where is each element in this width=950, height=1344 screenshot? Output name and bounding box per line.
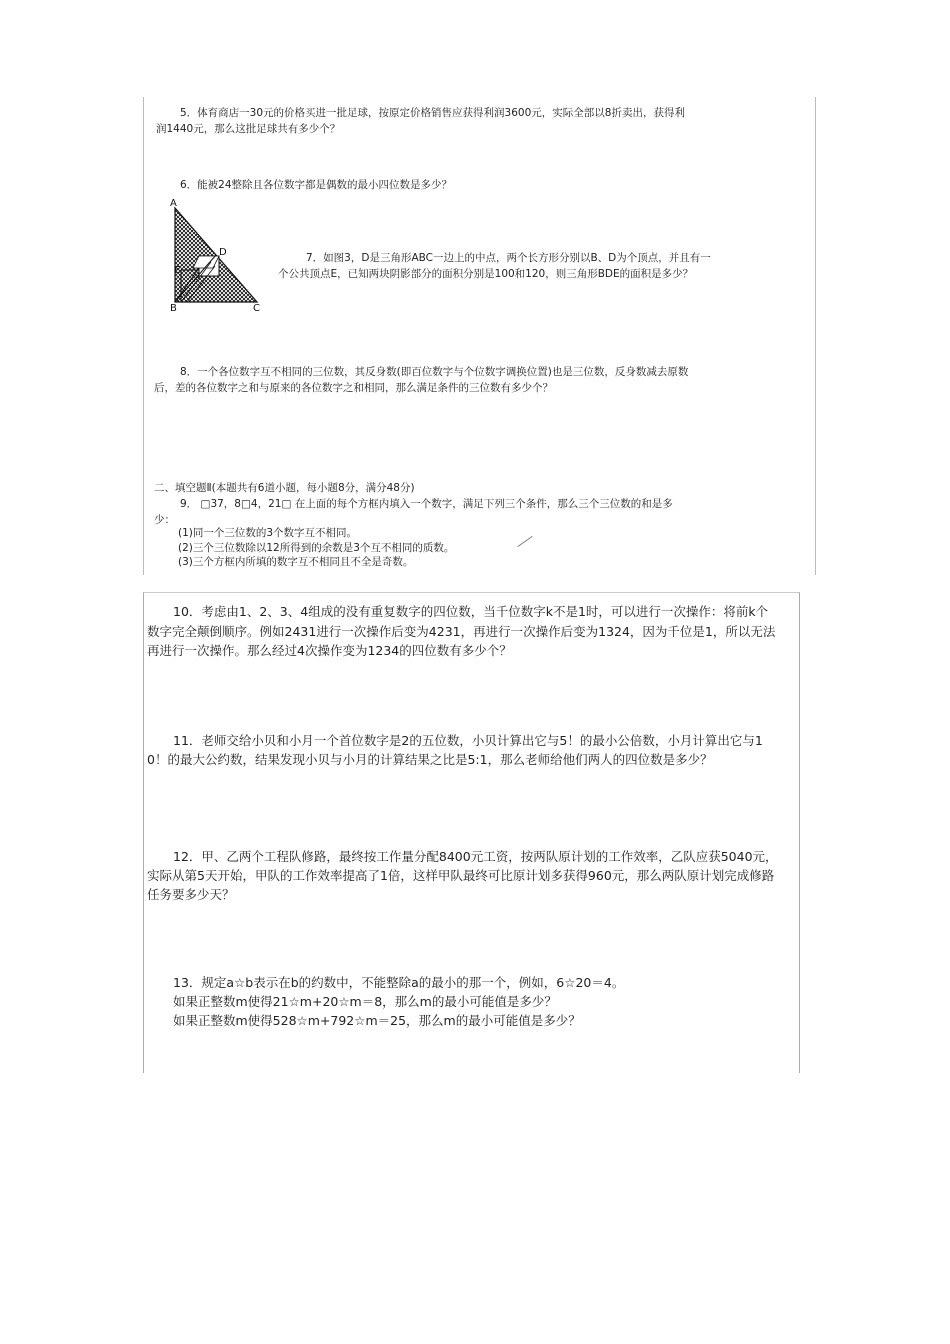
question-9-condition-2: (2)三个三位数除以12所得到的余数是3个互不相同的质数。 — [178, 542, 455, 554]
question-8-line-1: 8．一个各位数字互不相同的三位数，其反身数(即百位数字与个位数字调换位置)也是三位数，反身数减去原数 — [180, 366, 689, 378]
question-8-line-2: 后，差的各位数字之和与原来的各位数字之和相同，那么满足条件的三位数有多少个？ — [154, 382, 553, 394]
question-12-line-1: 12．甲、乙两个工程队修路，最终按工作量分配8400元工资，按两队原计划的工作效率，乙队应获5040元， — [173, 849, 778, 864]
question-7-line-2: 个公共顶点E，已知两块阴影部分的面积分别是100和120，则三角形BDE的面积是多少？ — [278, 268, 694, 280]
question-9-line-2: 少： — [154, 514, 175, 526]
vertex-label-c: C — [253, 303, 260, 314]
triangle-figure — [163, 198, 273, 316]
question-5-line-2: 润1440元，那么这批足球共有多少个？ — [156, 123, 341, 135]
question-12-line-2: 实际从第5天开始，甲队的工作效率提高了1倍，这样甲队最终可比原计划多获得960元，那么两队原计划完成修路 — [147, 868, 775, 883]
question-13-line-2: 如果正整数m使得21☆m+20☆m＝8，那么m的最小可能值是多少？ — [173, 994, 557, 1009]
vertex-label-a: A — [170, 198, 177, 209]
question-11-line-1: 11．老师交给小贝和小月一个首位数字是2的五位数，小贝计算出它与5！的最小公倍数，小月计算出它与1 — [173, 733, 763, 748]
question-13-line-3: 如果正整数m使得528☆m+792☆m＝25，那么m的最小可能值是多少？ — [173, 1013, 581, 1028]
question-5-line-1: 5．体育商店一30元的价格买进一批足球，按原定价格销售应获得利润3600元，实际全部以8折卖出，获得利 — [180, 107, 685, 119]
section-2-heading: 二、填空题Ⅱ(本题共有6道小题，每小题8分，满分48分) — [154, 482, 415, 494]
question-11-line-2: 0！的最大公约数，结果发现小贝与小月的计算结果之比是5:1，那么老师给他们两人的四位数是多少？ — [147, 752, 713, 767]
question-7-line-1: 7．如图3，D是三角形ABC一边上的中点，两个长方形分别以B、D为个顶点，并且有一 — [306, 252, 711, 264]
question-9-condition-3: (3)三个方框内所填的数字互不相同且不全是奇数。 — [178, 556, 414, 568]
question-10-line-1: 10．考虑由1、2、3、4组成的没有重复数字的四位数，当千位数字k不是1时，可以进行一次操作：将前k个 — [173, 604, 769, 619]
vertex-label-b: B — [170, 303, 177, 314]
question-9-line-1: 9． □37，8□4，21□ 在上面的每个方框内填入一个数字，满足下列三个条件，那么三个三位数的和是多 — [180, 498, 673, 510]
vertex-label-e: E — [174, 265, 181, 276]
question-12-line-3: 任务要多少天？ — [147, 887, 235, 902]
question-6: 6．能被24整除且各位数字都是偶数的最小四位数是多少？ — [180, 179, 453, 191]
question-10-line-3: 再进行一次操作。那么经过4次操作变为1234的四位数有多少个？ — [147, 643, 512, 658]
vertex-label-d: D — [219, 247, 227, 258]
question-10-line-2: 数字完全颠倒顺序。例如2431进行一次操作后变为4231，再进行一次操作后变为1324，因为千位是1，所以无法 — [147, 624, 776, 639]
question-13-line-1: 13．规定a☆b表示在b的约数中，不能整除a的最小的那一个，例如，6☆20＝4。 — [173, 975, 625, 990]
question-9-condition-1: (1)同一个三位数的3个数字互不相同。 — [178, 527, 358, 539]
